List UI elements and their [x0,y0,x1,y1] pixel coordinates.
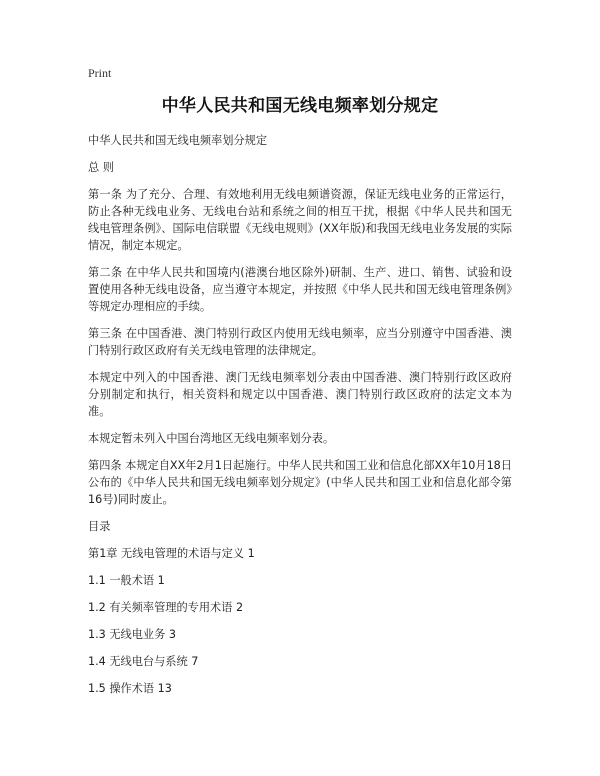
section-heading-general: 总 则 [88,161,114,174]
hk-macau-note-paragraph: 本规定中列入的中国香港、澳门无线电频率划分表由中国香港、澳门特别行政区政府分别制定和执行，相关资料和规定以中国香港、澳门特别行政区政府的法定文本为准。 [88,371,512,418]
document-title: 中华人民共和国无线电频率划分规定 [161,96,439,116]
toc-item[interactable]: 1.1 一般术语 1 [88,574,165,587]
document-subtitle: 中华人民共和国无线电频率划分规定 [88,134,268,147]
article-3-paragraph: 第三条 在中国香港、澳门特别行政区内使用无线电频率，应当分别遵守中国香港、澳门特别行政区政府有关无线电管理的法律规定。 [88,327,512,357]
taiwan-note-paragraph: 本规定暂未列入中国台湾地区无线电频率划分表。 [88,432,335,445]
toc-item[interactable]: 1.2 有关频率管理的专用术语 2 [88,601,244,614]
article-4-paragraph: 第四条 本规定自XX年2月1日起施行。中华人民共和国工业和信息化部XX年10月18日公布的《中华人民共和国无线电频率划分规定》(中华人民共和国工业和信息化部令第16号)同时废止。 [88,459,512,506]
article-1-paragraph: 第一条 为了充分、合理、有效地利用无线电频谱资源，保证无线电业务的正常运行，防止各种无线电业务、无线电台站和系统之间的相互干扰，根据《中华人民共和国无线电管理条例》、国际电信联盟《无线电规则》(XX年版)和我国无线电业务发展的实际情况，制定本规定。 [88,188,512,252]
toc-item[interactable]: 第1章 无线电管理的术语与定义 1 [88,547,255,560]
toc-item[interactable]: 1.3 无线电业务 3 [88,628,176,641]
toc-item[interactable]: 1.5 操作术语 13 [88,682,172,695]
article-2-paragraph: 第二条 在中华人民共和国境内(港澳台地区除外)研制、生产、进口、销售、试验和设置使用各种无线电设备，应当遵守本规定，并按照《中华人民共和国无线电管理条例》等规定办理相应的手续。 [88,266,512,313]
toc-heading: 目录 [88,520,111,533]
print-link[interactable]: Print [88,66,112,80]
toc-item[interactable]: 1.4 无线电台与系统 7 [88,655,199,668]
